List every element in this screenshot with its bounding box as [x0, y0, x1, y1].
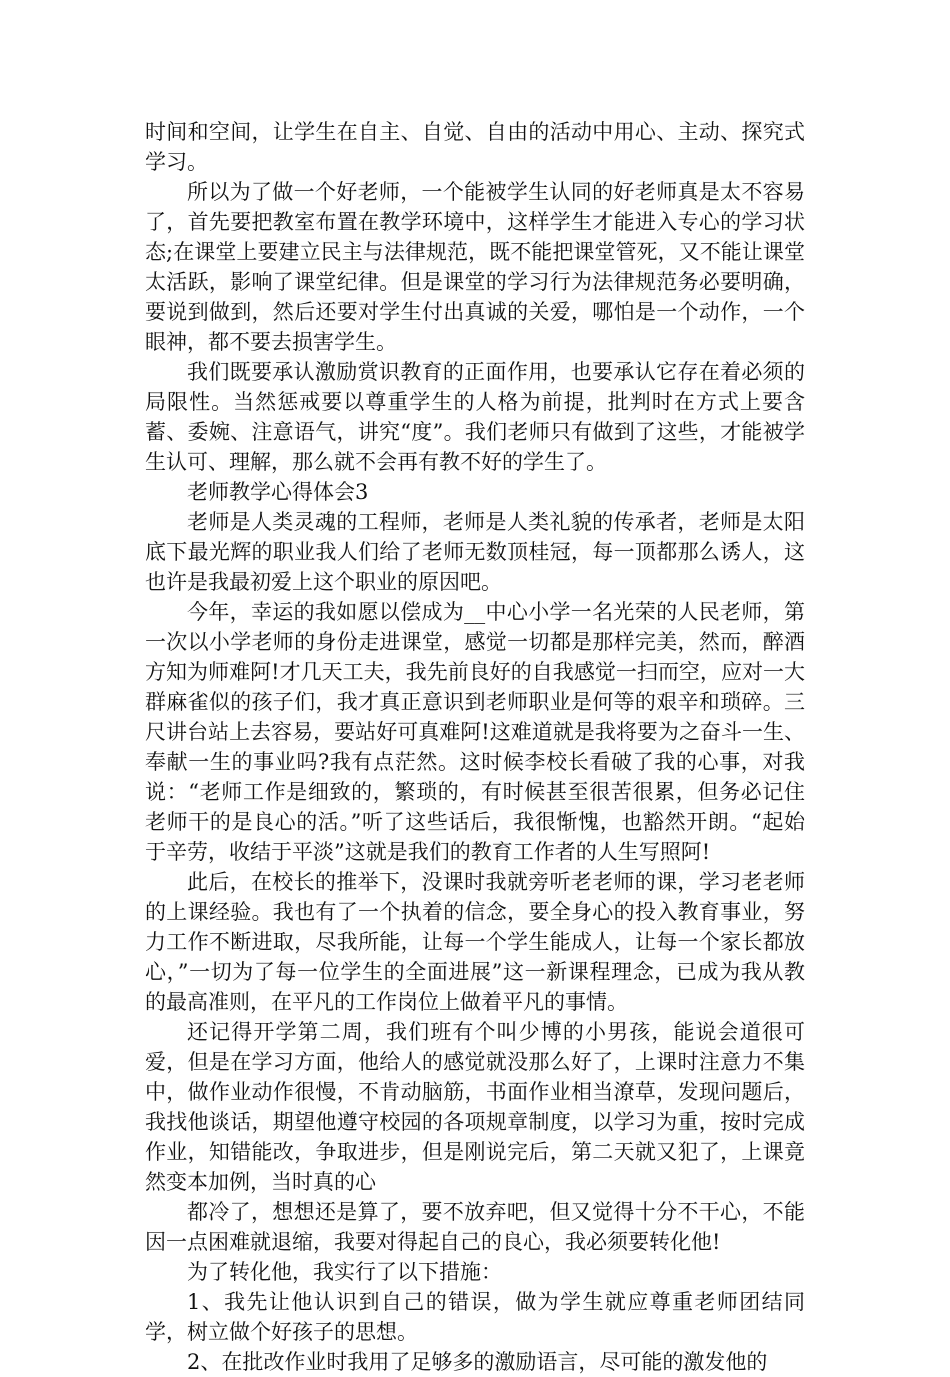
- paragraph-this-year: 今年，幸运的我如愿以偿成为__中心小学一名光荣的人民老师，第一次以小学老师的身份走进课堂，感觉一切都是那样完美，然而，醉酒方知为师难阿!才几天工夫，我先前良好的自我感觉一扫而空，应对一大群麻雀似的孩子们，我才真正意识到老师职业是何等的艰辛和琐碎。三尺讲台站上去容易，要站好可真难阿!这难道就是我将要为之奋斗一生、奉献一生的事业吗?我有点茫然。这时候李校长看破了我的心事，对我说：“老师工作是细致的，繁琐的，有时候甚至很苦很累，但务必记住老师干的是良心的活。”听了这些话后，我很惭愧，也豁然开朗。“起始于辛劳，收结于平淡”这就是我们的教育工作者的人生写照阿!: [145, 600, 805, 864]
- paragraph-heart-cold: 都冷了，想想还是算了，要不放弃吧，但又觉得十分不干心，不能因一点困难就退缩，我要对得起自己的良心，我必须要转化他!: [145, 1200, 805, 1254]
- paragraph-measure-1: 1、我先让他认识到自己的错误，做为学生就应尊重老师团结同学，树立做个好孩子的思想。: [145, 1290, 805, 1344]
- paragraph-measure-2: 2、在批改作业时我用了足够多的激励语言，尽可能的激发他的: [187, 1350, 768, 1374]
- paragraph-encouragement: 我们既要承认激励赏识教育的正面作用，也要承认它存在着必须的局限性。当然惩戒要以尊重学生的人格为前提，批判时在方式上要含蓄、委婉、注意语气，讲究“度”。我们老师只有做到了这些，才能被学生认可、理解，那么就不会再有教不好的学生了。: [145, 360, 805, 474]
- section-heading: 老师教学心得体会3: [187, 480, 369, 504]
- document-page: [145, 117, 805, 1377]
- paragraph-measures-intro: 为了转化他，我实行了以下措施：: [187, 1260, 502, 1284]
- paragraph-good-teacher: 所以为了做一个好老师，一个能被学生认同的好老师真是太不容易了，首先要把教室布置在教学环境中，这样学生才能进入专心的学习状态;在课堂上要建立民主与法律规范，既不能把课堂管死，又不能让课堂太活跃，影响了课堂纪律。但是课堂的学习行为法律规范务必要明确，要说到做到，然后还要对学生付出真诚的关爱，哪怕是一个动作，一个眼神，都不要去损害学生。: [145, 180, 805, 354]
- paragraph-second-week: 还记得开学第二周，我们班有个叫少博的小男孩，能说会道很可爱，但是在学习方面，他给人的感觉就没那么好了，上课时注意力不集中，做作业动作很慢，不肯动脑筋，书面作业相当潦草，发现问题后，我找他谈话，期望他遵守校园的各项规章制度，以学习为重，按时完成作业，知错能改，争取进步，但是刚说完后，第二天就又犯了，上课竟然变本加例，当时真的心: [145, 1020, 805, 1194]
- paragraph-teacher-role: 老师是人类灵魂的工程师，老师是人类礼貌的传承者，老师是太阳底下最光辉的职业我人们给了老师无数顶桂冠，每一顶都那么诱人，这也许是我最初爱上这个职业的原因吧。: [145, 510, 805, 594]
- paragraph-continuation: 时间和空间，让学生在自主、自觉、自由的活动中用心、主动、探究式学习。: [145, 120, 805, 174]
- paragraph-afterwards: 此后，在校长的推举下，没课时我就旁听老老师的课，学习老老师的上课经验。我也有了一个执着的信念，要全身心的投入教育事业，努力工作不断进取，尽我所能，让每一个学生能成人，让每一个家长都放心，”一切为了每一位学生的全面进展”这一新课程理念，已成为我从教的最高准则，在平凡的工作岗位上做着平凡的事情。: [145, 870, 805, 1014]
